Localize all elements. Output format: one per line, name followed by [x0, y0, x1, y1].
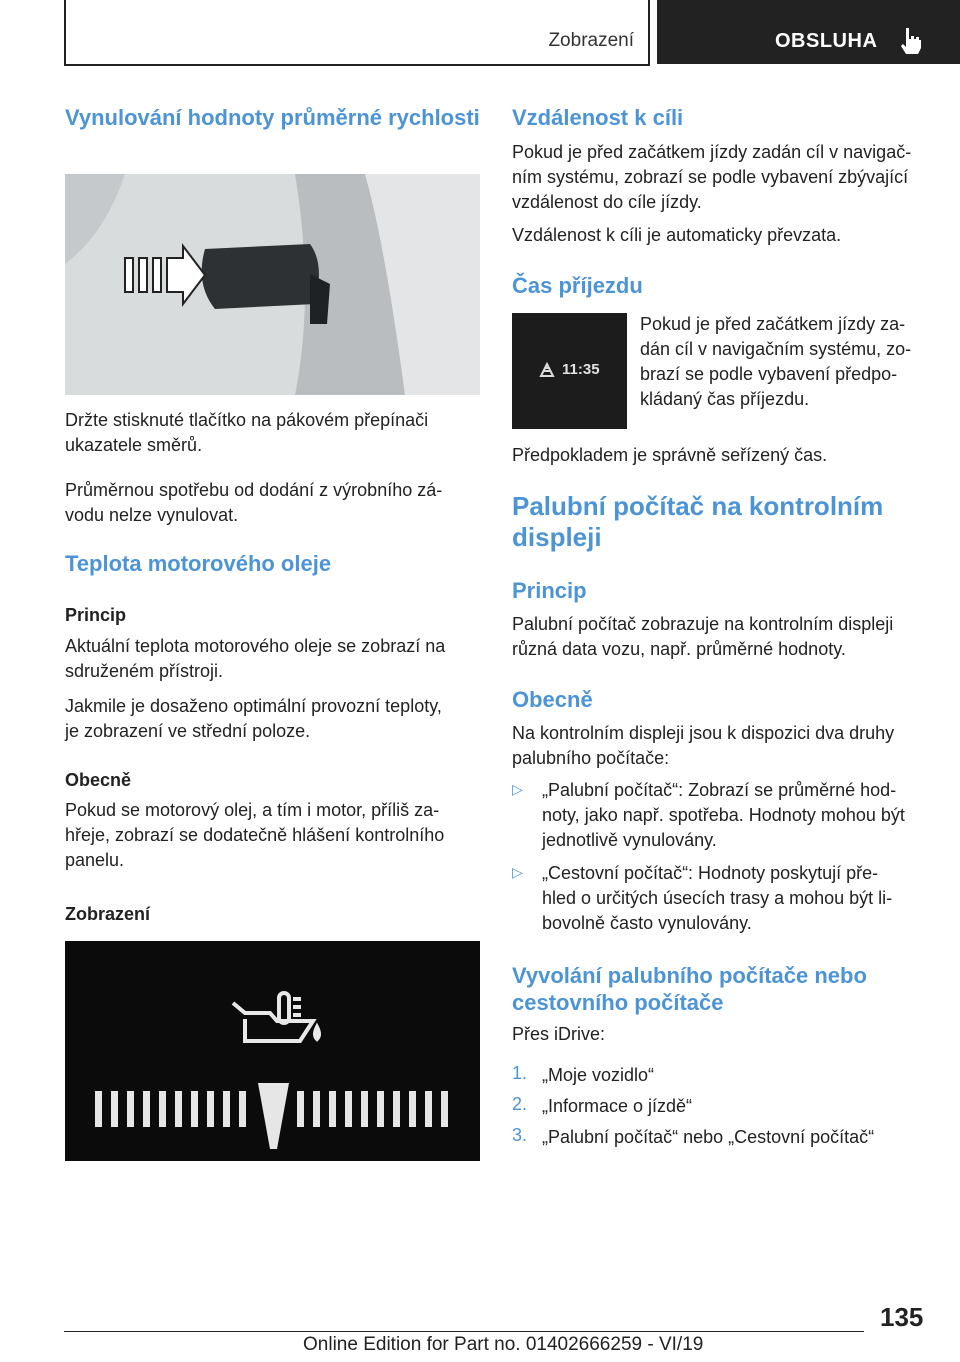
step-number: 3.: [512, 1125, 528, 1145]
text-arrival-4: kládaný čas příjezdu.: [640, 389, 810, 409]
footer-edition: Online Edition for Part no. 01402666259 - VI/19: [303, 1334, 704, 1355]
text-bullet2-1: „Cestovní počítač“: Hodnoty poskytují pře‐: [542, 863, 879, 883]
heading-call-computer-1: Vyvolání palubního počítače nebo: [512, 963, 867, 988]
heading-zobrazeni: Zobrazení: [65, 904, 151, 924]
footer-divider: [64, 1331, 864, 1332]
text-bullet1-1: „Palubní počítač“: Zobrazí se průměrné hod‐: [542, 780, 897, 800]
arrival-time-display-image: [512, 313, 627, 429]
text-oil-temp-2: sdruženém přístroji.: [65, 661, 224, 681]
text-hold-button-1: Držte stisknuté tlačítko na pákovém přepínači: [65, 410, 429, 430]
text-distance-3: vzdálenost do cíle jízdy.: [512, 192, 702, 212]
text-arrival-1: Pokud je před začátkem jízdy za‐: [640, 314, 906, 334]
heading-princip-left: Princip: [65, 605, 127, 625]
heading-obecne-left: Obecně: [65, 770, 132, 790]
step-text: „Palubní počítač“ nebo „Cestovní počítač“: [542, 1127, 875, 1147]
step-text: „Informace o jízdě“: [542, 1096, 693, 1116]
heading-onboard-computer-2: displeji: [512, 522, 602, 552]
text-distance-auto: Vzdálenost k cíli je automaticky převzata.: [512, 225, 842, 245]
text-bullet2-2: hled o určitých úsecích trasy a mohou být li‐: [542, 888, 893, 908]
text-bullet1-2: noty, jako např. spotřeba. Hodnoty mohou být: [542, 805, 905, 825]
text-oil-temp-1: Aktuální teplota motorového oleje se zobrazí na: [65, 636, 446, 656]
list-item: [512, 1094, 692, 1119]
step-text: „Moje vozidlo“: [542, 1065, 655, 1085]
header-section-box: [64, 0, 650, 66]
heading-distance: Vzdálenost k cíli: [512, 105, 684, 130]
text-bullet1-3: jednotlivě vynulovány.: [542, 830, 717, 850]
heading-oil-temperature: Teplota motorového oleje: [65, 551, 332, 576]
step-number: 1.: [512, 1063, 528, 1083]
text-obecne-2: palubního počítače:: [512, 748, 670, 768]
heading-reset-speed: Vynulování hodnoty průměrné rychlosti: [65, 105, 480, 130]
bullet-triangle-icon: ▷: [512, 864, 523, 880]
list-item: [512, 861, 892, 936]
bullet-triangle-icon: ▷: [512, 781, 523, 797]
text-distance-2: ním systému, zobrazí se podle vybavení zbývající: [512, 167, 909, 187]
page-number: 135: [880, 1302, 924, 1332]
text-princip-2: různá data vozu, např. průměrné hodnoty.: [512, 639, 846, 659]
list-item: [512, 1125, 874, 1150]
heading-call-computer-2: cestovního počítače: [512, 990, 724, 1015]
text-hold-button-2: ukazatele směrů.: [65, 435, 203, 455]
header-section-title: Zobrazení: [548, 30, 634, 51]
text-general-2: hřeje, zobrazí se dodatečně hlášení kontrolního: [65, 825, 445, 845]
text-obecne-1: Na kontrolním displeji jsou k dispozici dva druhy: [512, 723, 895, 743]
step-number: 2.: [512, 1094, 528, 1114]
header-chapter-title: OBSLUHA: [775, 30, 878, 52]
header-chapter-box: [657, 0, 960, 64]
text-arrival-2: dán cíl v navigačním systému, zo‐: [640, 339, 912, 359]
navigation-flag-icon: [539, 362, 555, 378]
text-arrival-precondition: Předpokladem je správně seřízený čas.: [512, 445, 828, 465]
heading-princip-right: Princip: [512, 578, 587, 603]
text-via-idrive: Přes iDrive:: [512, 1024, 606, 1044]
heading-onboard-computer-1: Palubní počítač na kontrolním: [512, 491, 884, 521]
hand-pointer-icon: [897, 26, 925, 54]
list-item: [512, 1063, 654, 1088]
text-oil-optimal-1: Jakmile je dosaženo optimální provozní teploty,: [65, 696, 442, 716]
oil-temperature-display-image: [65, 941, 480, 1161]
text-bullet2-3: bovolně často vynulovány.: [542, 913, 752, 933]
text-consumption-1: Průměrnou spotřebu od dodání z výrobního zá‐: [65, 480, 443, 500]
text-oil-optimal-2: je zobrazení ve střední poloze.: [65, 721, 311, 741]
stalk-button-illustration: [65, 174, 480, 395]
heading-arrival-time: Čas příjezdu: [512, 273, 643, 298]
text-consumption-2: vodu nelze vynulovat.: [65, 505, 239, 525]
heading-obecne-right: Obecně: [512, 687, 593, 712]
text-general-3: panelu.: [65, 850, 125, 870]
text-princip-1: Palubní počítač zobrazuje na kontrolním displeji: [512, 614, 894, 634]
arrival-time-value: 11:35: [562, 361, 600, 378]
text-arrival-3: brazí se podle vybavení předpo‐: [640, 364, 898, 384]
list-item: [512, 778, 905, 853]
text-distance-1: Pokud je před začátkem jízdy zadán cíl v navigač‐: [512, 142, 912, 162]
text-general-1: Pokud se motorový olej, a tím i motor, příliš za‐: [65, 800, 440, 820]
